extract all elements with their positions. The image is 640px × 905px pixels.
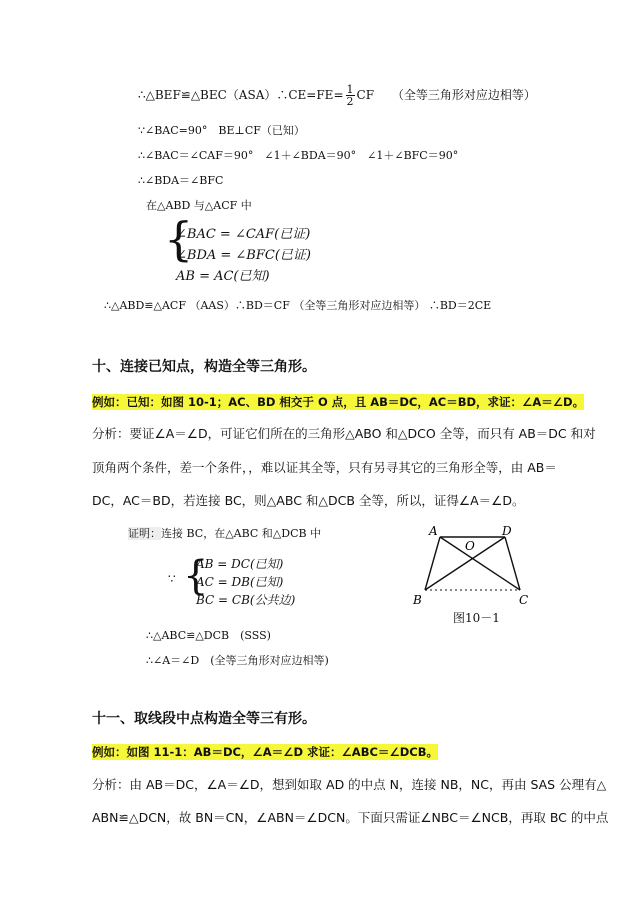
proof1-line6: ∴△ABD≌△ACF （AAS）∴BD＝CF （全等三角形对应边相等） ∴BD＝2CE: [104, 299, 492, 312]
proof1-line4: ∴∠BDA＝∠BFC: [138, 174, 224, 187]
label-b: B: [413, 593, 422, 607]
proof1-sys-1: ∠BAC = ∠CAF(已证): [176, 227, 311, 242]
section10-conclusion-1: ∴△ABC≌△DCB (SSS): [146, 629, 271, 642]
label-c: C: [519, 593, 529, 607]
fraction-one-half: $\frac{1}{2}$: [346, 83, 354, 108]
label-d: D: [502, 524, 512, 538]
proof1-brace: {: [164, 212, 194, 266]
proof1-sys-2: ∠BDA = ∠BFC(已证): [176, 248, 311, 263]
label-a: A: [429, 524, 438, 538]
proof1-line2: ∵∠BAC=90° BE⊥CF（已知）: [138, 124, 305, 137]
section11-example: 例如：如图 11-1：AB＝DC，∠A＝∠D 求证：∠ABC＝∠DCB。: [92, 745, 438, 759]
proof1-line1: ∴△BEF≌△BEC（ASA）∴CE=FE= $\frac{1}{2}$ CF （全等三角形对应边相等）: [138, 83, 536, 108]
section10-proof-intro: 证明：连接 BC，在△ABC 和△DCB 中: [128, 527, 322, 540]
proof1-line3: ∴∠BAC＝∠CAF＝90° ∠1＋∠BDA＝90° ∠1＋∠BFC＝90°: [138, 149, 459, 162]
proof1-sys-3: AB = AC(已知): [176, 269, 270, 284]
section10-example: 例如：已知：如图 10-1；AC、BD 相交于 O 点，且 AB＝DC，AC＝BD，求证：∠A＝∠D。: [92, 395, 585, 409]
segment-ac: [440, 537, 520, 590]
label-o: O: [465, 539, 475, 553]
section11-analysis-1: 分析：由 AB＝DC，∠A＝∠D，想到如取 AD 的中点 N，连接 NB，NC，再由 SAS 公理有△: [92, 777, 607, 792]
section10-analysis-1: 分析：要证∠A＝∠D，可证它们所在的三角形△ABO 和△DCO 全等，而只有 AB＝DC 和对: [92, 426, 596, 441]
section10-sys-2: AC = DB(已知): [196, 575, 284, 589]
figure-caption: 图10－1: [453, 611, 500, 625]
section10-heading: 十、连接已知点，构造全等三角形。: [92, 359, 316, 375]
section10-sys-3: BC = CB(公共边): [196, 593, 296, 607]
section10-conclusion-2: ∴∠A＝∠D (全等三角形对应边相等): [146, 654, 329, 667]
section10-brace: {: [183, 553, 209, 599]
section10-sys-1: AB = DC(已知): [196, 557, 284, 571]
section11-analysis-2: ABN≌△DCN，故 BN＝CN，∠ABN＝∠DCN。下面只需证∠NBC＝∠NCB，再取 BC 的中点: [92, 810, 609, 825]
section10-analysis-2: 顶角两个条件，差一个条件，，难以证其全等，只有另寻其它的三角形全等，由 AB＝: [92, 460, 557, 475]
because-symbol: ∵: [168, 572, 176, 586]
section10-analysis-3: DC，AC＝BD，若连接 BC，则△ABC 和△DCB 全等，所以，证得∠A＝∠D。: [92, 493, 525, 508]
section11-heading: 十一、取线段中点构造全等三有形。: [92, 711, 316, 727]
proof1-line5: 在△ABD 与△ACF 中: [146, 199, 252, 212]
